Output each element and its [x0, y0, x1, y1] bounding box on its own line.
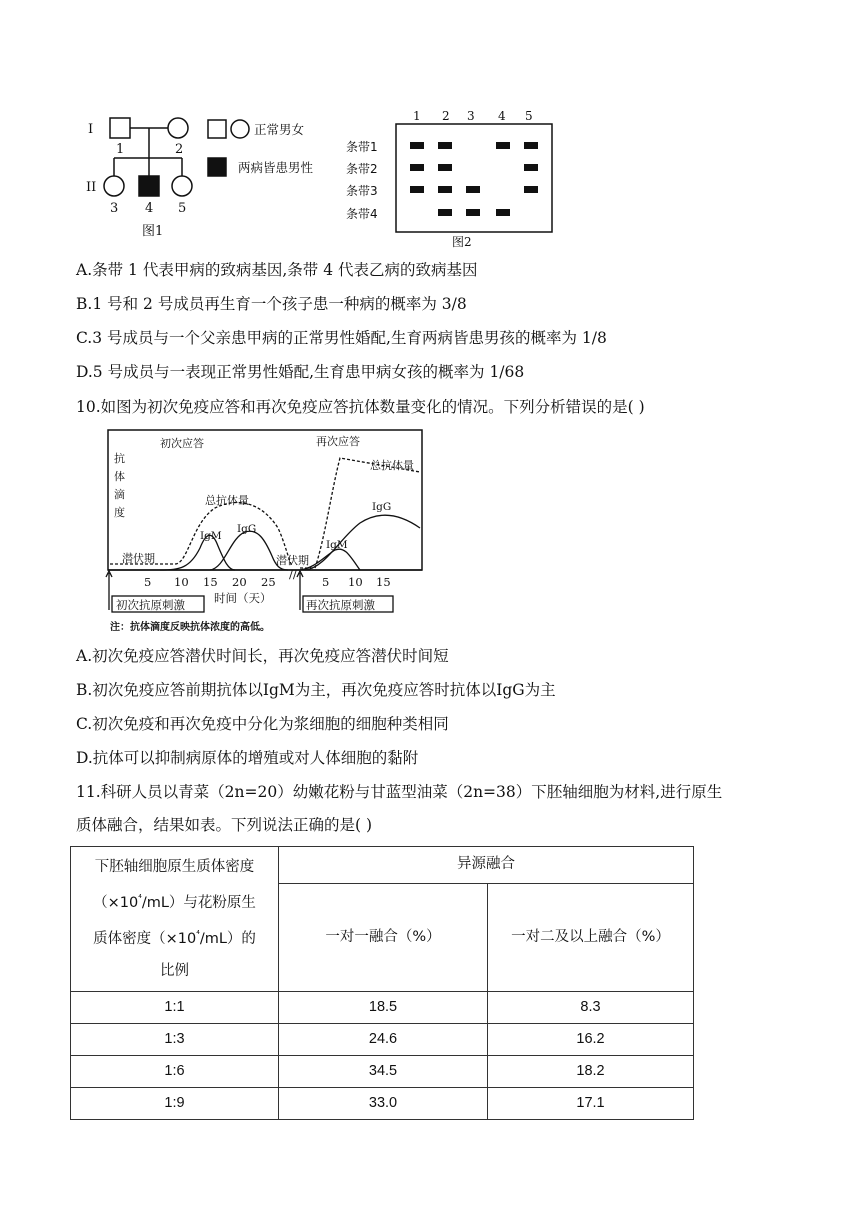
legend-normal-female-icon	[231, 120, 249, 138]
ylabel-char-1: 抗	[114, 452, 125, 465]
chart-note: 注：抗体滴度反映抗体浓度的高低。	[110, 622, 270, 633]
axis-break-mark: //	[289, 567, 297, 581]
individual-5	[172, 176, 192, 196]
lane-label-2: 2	[442, 109, 450, 123]
gel-band	[524, 186, 538, 193]
figure1-caption: 图1	[142, 224, 164, 239]
primary-response-label: 初次应答	[160, 437, 204, 450]
xtick-label: 5	[144, 575, 152, 589]
gel-band	[524, 164, 538, 171]
xtick-label: 10	[174, 575, 189, 589]
ratio-header-part: 质体密度（×10	[93, 930, 197, 947]
primary-igm-curve	[160, 535, 235, 570]
band-label-1: 条带1	[346, 140, 378, 154]
primary-igg-label: IgG	[237, 523, 257, 535]
ind-label-1: 1	[116, 142, 125, 157]
ratio-header-sup: ⁴	[138, 894, 142, 904]
table-cell: 1:1	[71, 991, 279, 1023]
fusion-table	[70, 846, 694, 1120]
gel-band	[496, 209, 510, 216]
ratio-header	[71, 847, 279, 992]
q10-option-a: A.初次免疫应答潜伏时间长，再次免疫应答潜伏时间短	[76, 647, 449, 665]
xtick-label: 20	[232, 575, 247, 589]
lane-label-3: 3	[467, 109, 475, 123]
chart-frame	[108, 430, 422, 570]
gel-band	[410, 164, 424, 171]
primary-latent-label: 潜伏期	[122, 552, 155, 565]
band-label-2: 条带2	[346, 162, 378, 176]
gel-band	[466, 186, 480, 193]
ratio-header-line: 下胚轴细胞原生质体密度	[94, 859, 255, 875]
generation-label-1: I	[88, 122, 94, 137]
gel-figure	[340, 106, 560, 254]
ylabel-char-2: 体	[114, 470, 125, 483]
one-to-one-header: 一对一融合（%）	[279, 883, 488, 991]
ratio-header-part: /mL）的	[199, 930, 256, 947]
xtick-label: 15	[203, 575, 218, 589]
table-cell: 8.3	[488, 991, 694, 1023]
q9-option-b: B.1 号和 2 号成员再生育一个孩子患一种病的概率为 3/8	[76, 295, 467, 313]
secondary-latent-label: 潜伏期	[276, 554, 309, 567]
individual-4	[139, 176, 159, 196]
gel-band	[524, 142, 538, 149]
xtick-label: 10	[348, 575, 363, 589]
ratio-header-sup: ⁴	[196, 929, 200, 940]
q10-option-c: C.初次免疫和再次免疫中分化为浆细胞的细胞种类相同	[76, 715, 449, 733]
q10-option-d: D.抗体可以抑制病原体的增殖或对人体细胞的黏附	[76, 749, 419, 767]
primary-stimulus-label: 初次抗原刺激	[116, 598, 185, 612]
ylabel-char-3: 滴	[114, 488, 125, 501]
ind-label-5: 5	[178, 201, 187, 216]
heterologous-fusion-header: 异源融合	[279, 847, 694, 884]
secondary-total-curve	[300, 458, 420, 568]
secondary-igm-label: IgM	[326, 539, 348, 551]
gel-band	[438, 186, 452, 193]
ind-label-3: 3	[110, 201, 119, 216]
gel-band	[496, 142, 510, 149]
legend-affected-male-icon	[208, 158, 226, 176]
ind-label-2: 2	[175, 142, 184, 157]
antibody-chart	[100, 428, 430, 638]
primary-total-label: 总抗体量	[205, 494, 249, 507]
secondary-igg-label: IgG	[372, 501, 392, 513]
gel-band	[410, 186, 424, 193]
lane-label-5: 5	[525, 109, 533, 123]
table-cell: 33.0	[279, 1087, 488, 1119]
primary-igm-label: IgM	[200, 530, 222, 542]
band-label-3: 条带3	[346, 184, 378, 198]
q9-option-a: A.条带 1 代表甲病的致病基因,条带 4 代表乙病的致病基因	[76, 261, 478, 279]
table-cell: 1:9	[71, 1087, 279, 1119]
table-cell: 34.5	[279, 1055, 488, 1087]
table-cell: 24.6	[279, 1023, 488, 1055]
secondary-igm-curve	[300, 549, 360, 570]
secondary-response-label: 再次应答	[316, 435, 360, 448]
ratio-header-part: （×10	[93, 894, 139, 911]
legend-normal-label: 正常男女	[254, 122, 305, 137]
ratio-header-line: 比例	[160, 962, 189, 979]
q11-stem-line2: 质体融合，结果如表。下列说法正确的是( )	[76, 816, 373, 834]
ylabel-char-4: 度	[114, 506, 125, 519]
individual-2	[168, 118, 188, 138]
lane-label-1: 1	[413, 109, 421, 123]
ind-label-4: 4	[145, 201, 154, 216]
x-axis-label: 时间（天）	[214, 591, 272, 605]
legend-normal-male-icon	[208, 120, 226, 138]
ratio-header-part: /mL）与花粉原生	[141, 894, 256, 911]
legend-affected-label: 两病皆患男性	[238, 160, 314, 175]
individual-3	[104, 176, 124, 196]
q9-option-d: D.5 号成员与一表现正常男性婚配,生育患甲病女孩的概率为 1/68	[76, 363, 525, 381]
figure2-caption: 图2	[452, 235, 472, 249]
table-cell: 16.2	[488, 1023, 694, 1055]
gel-band	[438, 142, 452, 149]
table-cell: 18.5	[279, 991, 488, 1023]
gel-band	[438, 164, 452, 171]
q10-option-b: B.初次免疫应答前期抗体以IgM为主，再次免疫应答时抗体以IgG为主	[76, 681, 556, 699]
gel-band	[466, 209, 480, 216]
secondary-total-label: 总抗体量	[370, 459, 414, 472]
lane-label-4: 4	[498, 109, 506, 123]
q9-option-c: C.3 号成员与一个父亲患甲病的正常男性婚配,生育两病皆患男孩的概率为 1/8	[76, 329, 607, 347]
xtick-label: 5	[322, 575, 330, 589]
gel-band	[438, 209, 452, 216]
gel-band	[410, 142, 424, 149]
generation-label-2: II	[86, 180, 97, 195]
band-label-4: 条带4	[346, 207, 378, 221]
individual-1	[110, 118, 130, 138]
secondary-stimulus-label: 再次抗原刺激	[306, 598, 375, 612]
xtick-label: 25	[261, 575, 276, 589]
q10-stem: 10.如图为初次免疫应答和再次免疫应答抗体数量变化的情况。下列分析错误的是( )	[76, 398, 645, 416]
q11-stem-line1: 11.科研人员以青菜（2n=20）幼嫩花粉与甘蓝型油菜（2n=38）下胚轴细胞为材料,进行原生	[76, 783, 723, 801]
one-to-two-header: 一对二及以上融合（%）	[488, 883, 694, 991]
table-cell: 1:3	[71, 1023, 279, 1055]
table-cell: 18.2	[488, 1055, 694, 1087]
table-cell: 1:6	[71, 1055, 279, 1087]
pedigree-figure	[80, 108, 340, 248]
table-cell: 17.1	[488, 1087, 694, 1119]
xtick-label: 15	[376, 575, 391, 589]
